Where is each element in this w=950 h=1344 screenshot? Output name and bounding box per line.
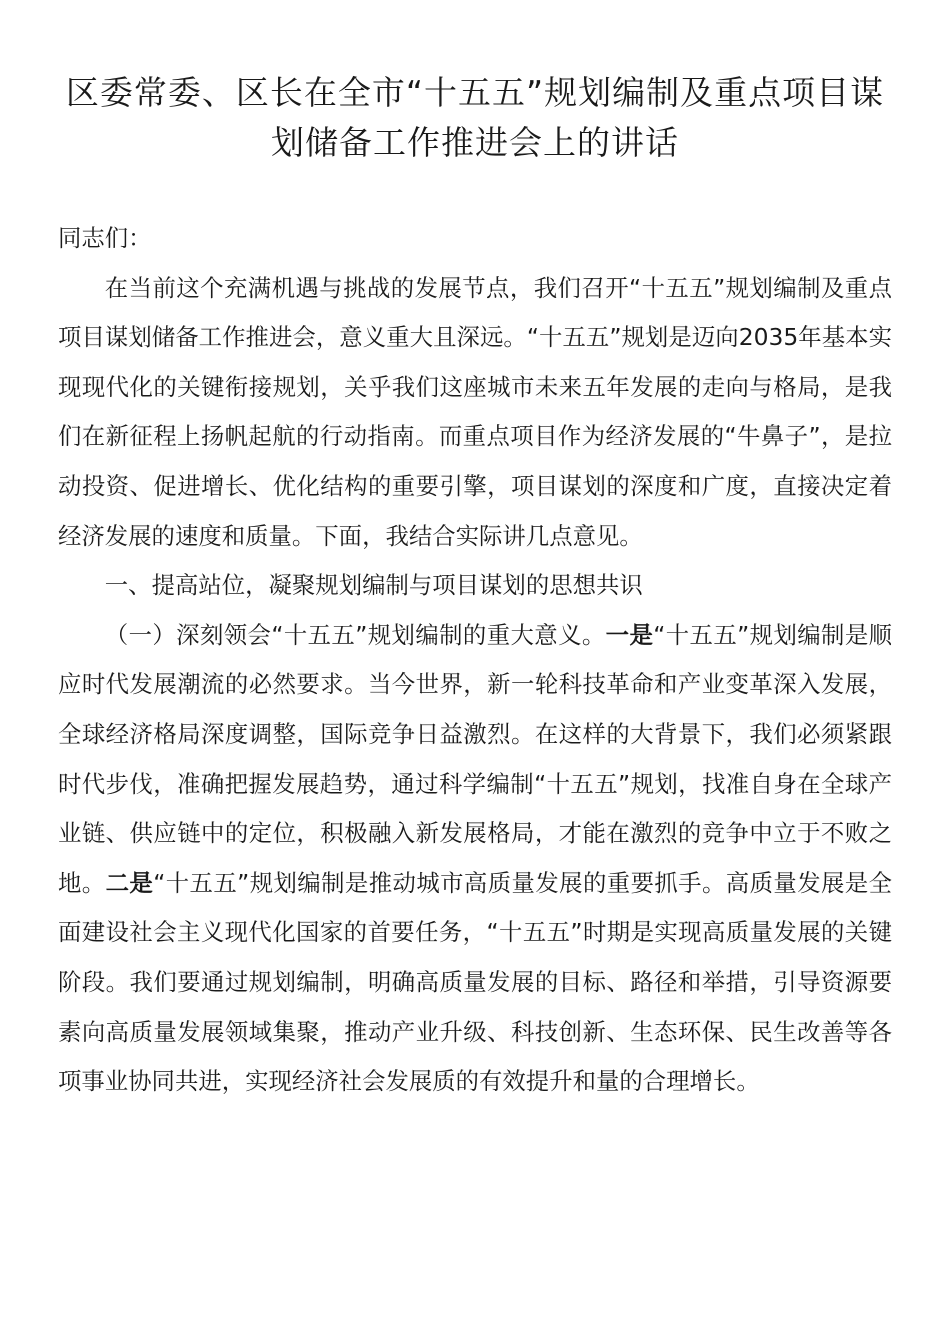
point-two-label: 二是	[105, 868, 154, 897]
salutation: 同志们：	[58, 224, 152, 252]
point-one-label: 一是	[605, 620, 654, 649]
intro-paragraph: 在当前这个充满机遇与挑战的发展节点，我们召开“十五五”规划编制及重点项目谋划储备工作推进会，意义重大且深远。“十五五”规划是迈向2035年基本实现现代化的关键衔接规划，关乎我们这座城市未来五年发展的走向与格局，是我们在新征程上扬帆起航的行动指南。而重点项目作为经济发展的“牛鼻子”，是拉动投资、促进增长、优化结构的重要引擎，项目谋划的深度和广度，直接决定着经济发展的速度和质量。下面，我结合实际讲几点意见。	[58, 273, 892, 550]
point-one-text: “十五五”规划编制是顺应时代发展潮流的必然要求。当今世界，新一轮科技革命和产业变革深入发展，全球经济格局深度调整，国际竞争日益激烈。在这样的大背景下，我们必须紧跟时代步伐，准确把握发展趋势，通过科学编制“十五五”规划，找准自身在全球产业链、供应链中的定位，积极融入新发展格局，才能在激烈的竞争中立于不败之地。	[58, 620, 893, 897]
subsection-lead: （一）深刻领会“十五五”规划编制的重大意义。	[104, 620, 606, 649]
document-title: 区委常委、区长在全市“十五五”规划编制及重点项目谋划储备工作推进会上的讲话	[65, 73, 885, 162]
point-two-text: “十五五”规划编制是推动城市高质量发展的重要抓手。高质量发展是全面建设社会主义现代化国家的首要任务，“十五五”时期是实现高质量发展的关键阶段。我们要通过规划编制，明确高质量发展的目标、路径和举措，引导资源要素向高质量发展领域集聚，推动产业升级、科技创新、生态环保、民生改善等各项事业协同共进，实现经济社会发展质的有效提升和量的合理增长。	[58, 868, 892, 1096]
document-body	[58, 214, 892, 1107]
subsection-paragraph	[58, 611, 892, 1107]
section-heading: 一、提高站位，凝聚规划编制与项目谋划的思想共识	[104, 571, 643, 600]
